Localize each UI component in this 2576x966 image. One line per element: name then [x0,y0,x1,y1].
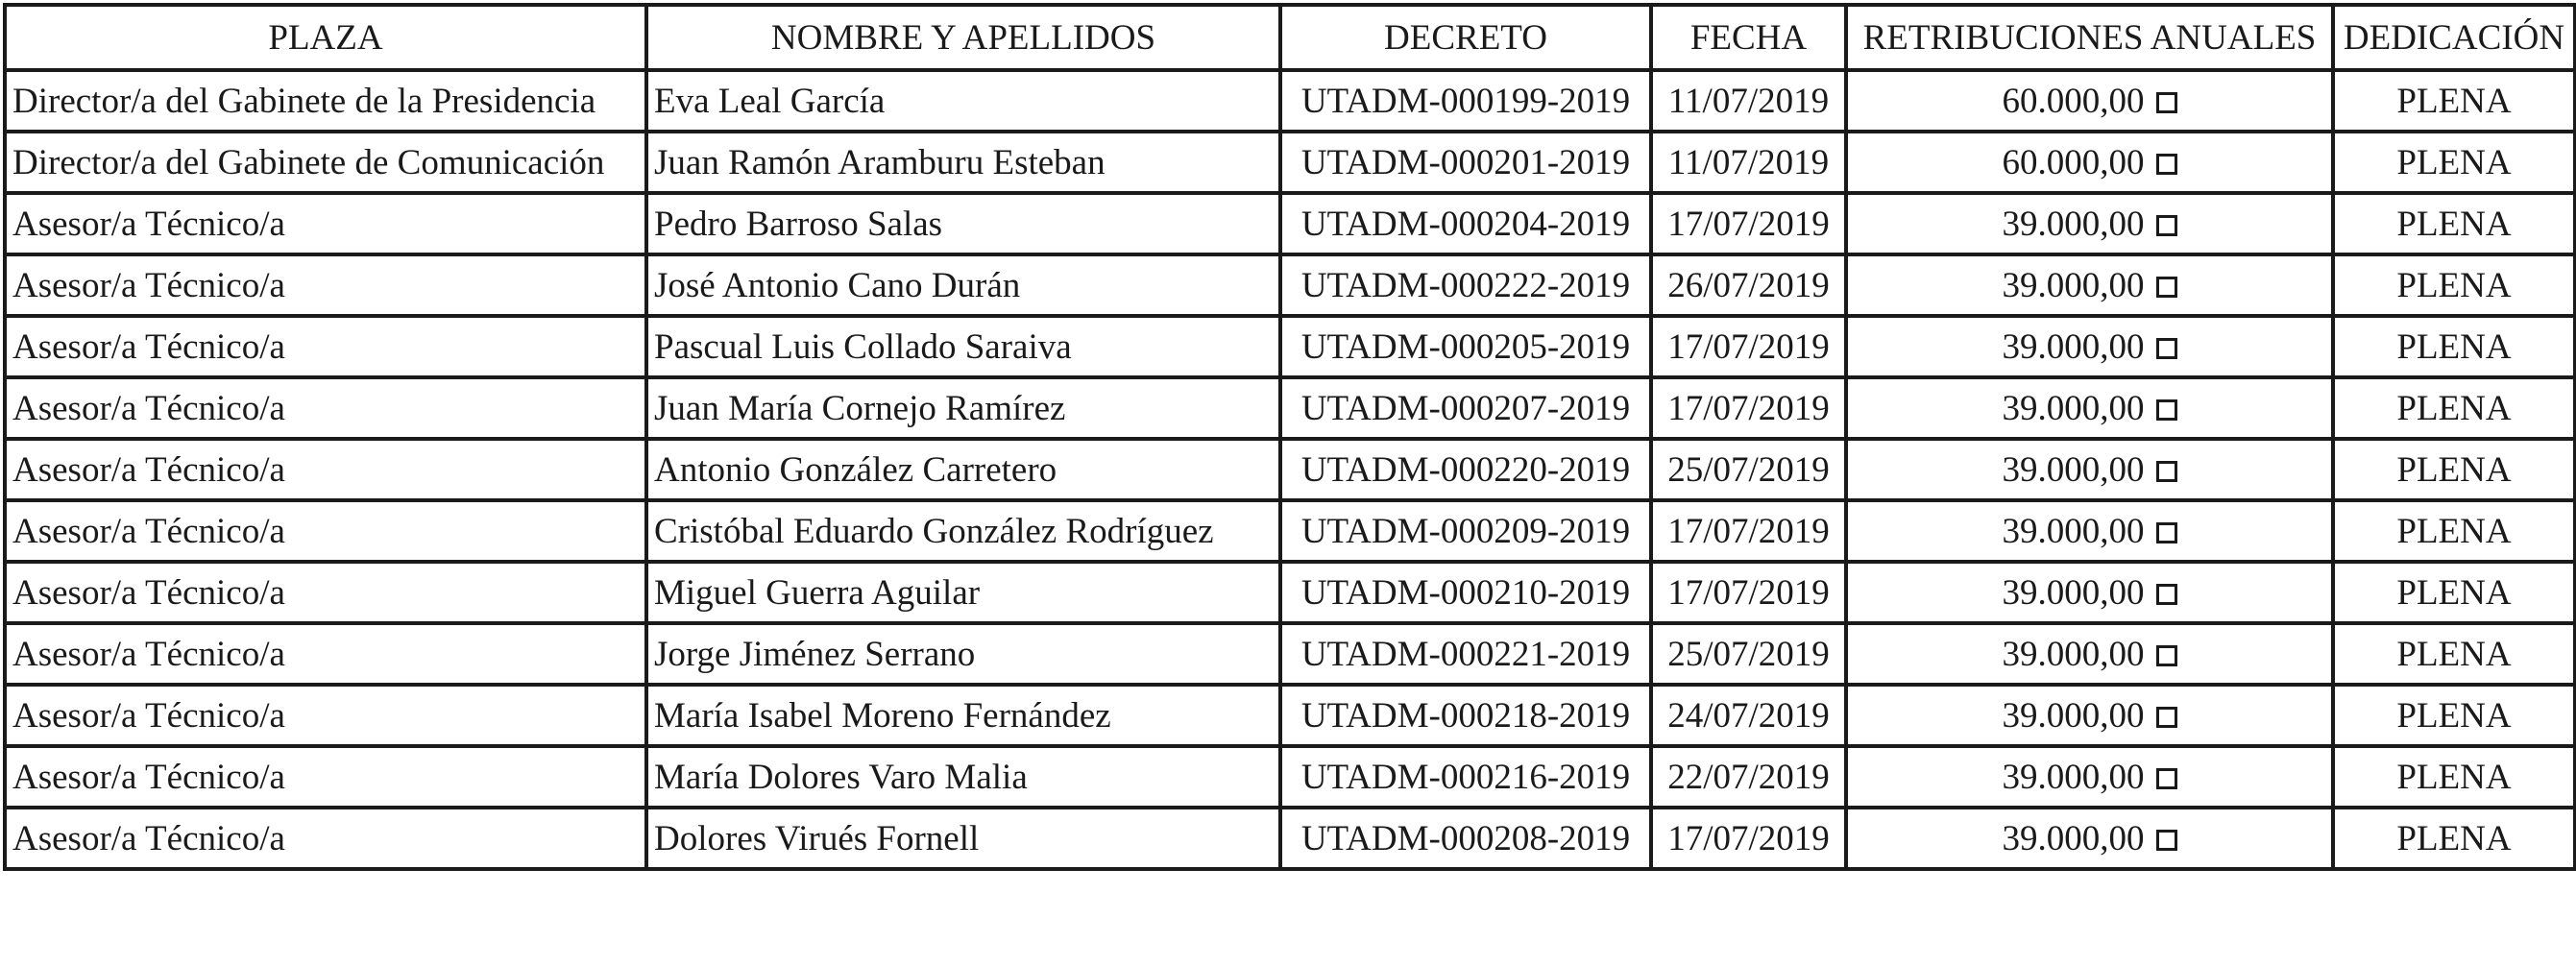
cell-decreto: UTADM-000201-2019 [1280,132,1651,193]
header-dedicacion: DEDICACIÓN [2333,5,2575,70]
cell-fecha: 17/07/2019 [1651,193,1846,254]
table-row [5,623,2575,685]
cell-retribucion [1846,377,2333,439]
cell-dedicacion: PLENA [2333,623,2575,685]
cell-decreto: UTADM-000221-2019 [1280,623,1651,685]
table-header [5,5,2575,70]
retribucion-value: 39.000,00 [2002,449,2145,490]
cell-plaza: Asesor/a Técnico/a [5,746,646,808]
cell-plaza: Asesor/a Técnico/a [5,254,646,316]
cell-decreto: UTADM-000209-2019 [1280,500,1651,562]
table-row [5,132,2575,193]
cell-plaza: Asesor/a Técnico/a [5,193,646,254]
retribucion-value: 60.000,00 [2002,81,2145,121]
cell-retribucion [1846,254,2333,316]
retribucion-value: 39.000,00 [2002,265,2145,305]
empty-box-icon [2156,830,2177,851]
header-plaza: PLAZA [5,5,646,70]
cell-decreto: UTADM-000204-2019 [1280,193,1651,254]
table-row [5,685,2575,746]
cell-nombre: Juan María Cornejo Ramírez [646,377,1280,439]
cell-retribucion [1846,70,2333,132]
cell-plaza: Asesor/a Técnico/a [5,500,646,562]
cell-retribucion [1846,562,2333,623]
empty-box-icon [2156,92,2177,113]
cell-dedicacion: PLENA [2333,746,2575,808]
cell-nombre: Pedro Barroso Salas [646,193,1280,254]
table-body [5,70,2575,869]
cell-fecha: 26/07/2019 [1651,254,1846,316]
cell-nombre: Pascual Luis Collado Saraiva [646,316,1280,377]
retribucion-value: 39.000,00 [2002,818,2145,858]
cell-retribucion [1846,193,2333,254]
empty-box-icon [2156,584,2177,605]
cell-fecha: 17/07/2019 [1651,808,1846,869]
cell-dedicacion: PLENA [2333,808,2575,869]
cell-plaza: Director/a del Gabinete de la Presidencia [5,70,646,132]
table-row [5,70,2575,132]
header-row [5,5,2575,70]
empty-box-icon [2156,215,2177,236]
empty-box-icon [2156,707,2177,728]
empty-box-icon [2156,768,2177,789]
retribucion-value: 39.000,00 [2002,572,2145,613]
cell-decreto: UTADM-000199-2019 [1280,70,1651,132]
cell-plaza: Director/a del Gabinete de Comunicación [5,132,646,193]
cell-dedicacion: PLENA [2333,377,2575,439]
cell-retribucion [1846,132,2333,193]
cell-decreto: UTADM-000220-2019 [1280,439,1651,500]
cell-nombre: José Antonio Cano Durán [646,254,1280,316]
empty-box-icon [2156,399,2177,421]
cell-retribucion [1846,500,2333,562]
header-retribuciones: RETRIBUCIONES ANUALES [1846,5,2333,70]
cell-fecha: 17/07/2019 [1651,316,1846,377]
cell-plaza: Asesor/a Técnico/a [5,316,646,377]
cell-decreto: UTADM-000205-2019 [1280,316,1651,377]
header-nombre: NOMBRE Y APELLIDOS [646,5,1280,70]
cell-dedicacion: PLENA [2333,562,2575,623]
cell-nombre: María Isabel Moreno Fernández [646,685,1280,746]
cell-fecha: 11/07/2019 [1651,70,1846,132]
table-row [5,193,2575,254]
cell-fecha: 25/07/2019 [1651,623,1846,685]
empty-box-icon [2156,522,2177,543]
header-fecha: FECHA [1651,5,1846,70]
cell-plaza: Asesor/a Técnico/a [5,439,646,500]
retribucion-value: 39.000,00 [2002,511,2145,551]
empty-box-icon [2156,154,2177,175]
table-row [5,746,2575,808]
retribucion-value: 60.000,00 [2002,142,2145,182]
cell-nombre: Juan Ramón Aramburu Esteban [646,132,1280,193]
cell-retribucion [1846,746,2333,808]
table-row [5,316,2575,377]
retribucion-value: 39.000,00 [2002,634,2145,674]
cell-fecha: 25/07/2019 [1651,439,1846,500]
cell-dedicacion: PLENA [2333,316,2575,377]
table-row [5,254,2575,316]
cell-dedicacion: PLENA [2333,132,2575,193]
cell-plaza: Asesor/a Técnico/a [5,808,646,869]
cell-nombre: Eva Leal García [646,70,1280,132]
cell-dedicacion: PLENA [2333,685,2575,746]
cell-nombre: Antonio González Carretero [646,439,1280,500]
table-row [5,562,2575,623]
header-decreto: DECRETO [1280,5,1651,70]
table-row [5,439,2575,500]
cell-nombre: Jorge Jiménez Serrano [646,623,1280,685]
cell-plaza: Asesor/a Técnico/a [5,623,646,685]
retribucion-value: 39.000,00 [2002,388,2145,428]
roster-table [3,3,2576,871]
cell-decreto: UTADM-000222-2019 [1280,254,1651,316]
cell-fecha: 17/07/2019 [1651,562,1846,623]
cell-fecha: 11/07/2019 [1651,132,1846,193]
retribucion-value: 39.000,00 [2002,695,2145,736]
cell-fecha: 17/07/2019 [1651,500,1846,562]
cell-nombre: María Dolores Varo Malia [646,746,1280,808]
retribucion-value: 39.000,00 [2002,757,2145,797]
retribucion-value: 39.000,00 [2002,326,2145,367]
table-row [5,808,2575,869]
cell-plaza: Asesor/a Técnico/a [5,377,646,439]
cell-retribucion [1846,808,2333,869]
cell-nombre: Cristóbal Eduardo González Rodríguez [646,500,1280,562]
cell-decreto: UTADM-000210-2019 [1280,562,1651,623]
cell-fecha: 22/07/2019 [1651,746,1846,808]
table-row [5,377,2575,439]
cell-dedicacion: PLENA [2333,70,2575,132]
cell-dedicacion: PLENA [2333,254,2575,316]
cell-decreto: UTADM-000208-2019 [1280,808,1651,869]
empty-box-icon [2156,277,2177,298]
cell-retribucion [1846,439,2333,500]
cell-retribucion [1846,623,2333,685]
empty-box-icon [2156,645,2177,666]
cell-decreto: UTADM-000207-2019 [1280,377,1651,439]
cell-dedicacion: PLENA [2333,439,2575,500]
empty-box-icon [2156,461,2177,482]
cell-nombre: Miguel Guerra Aguilar [646,562,1280,623]
cell-retribucion [1846,316,2333,377]
retribucion-value: 39.000,00 [2002,204,2145,244]
cell-dedicacion: PLENA [2333,193,2575,254]
cell-fecha: 24/07/2019 [1651,685,1846,746]
table-row [5,500,2575,562]
cell-dedicacion: PLENA [2333,500,2575,562]
cell-decreto: UTADM-000218-2019 [1280,685,1651,746]
cell-plaza: Asesor/a Técnico/a [5,562,646,623]
cell-fecha: 17/07/2019 [1651,377,1846,439]
cell-decreto: UTADM-000216-2019 [1280,746,1651,808]
cell-retribucion [1846,685,2333,746]
empty-box-icon [2156,338,2177,359]
cell-plaza: Asesor/a Técnico/a [5,685,646,746]
cell-nombre: Dolores Virués Fornell [646,808,1280,869]
